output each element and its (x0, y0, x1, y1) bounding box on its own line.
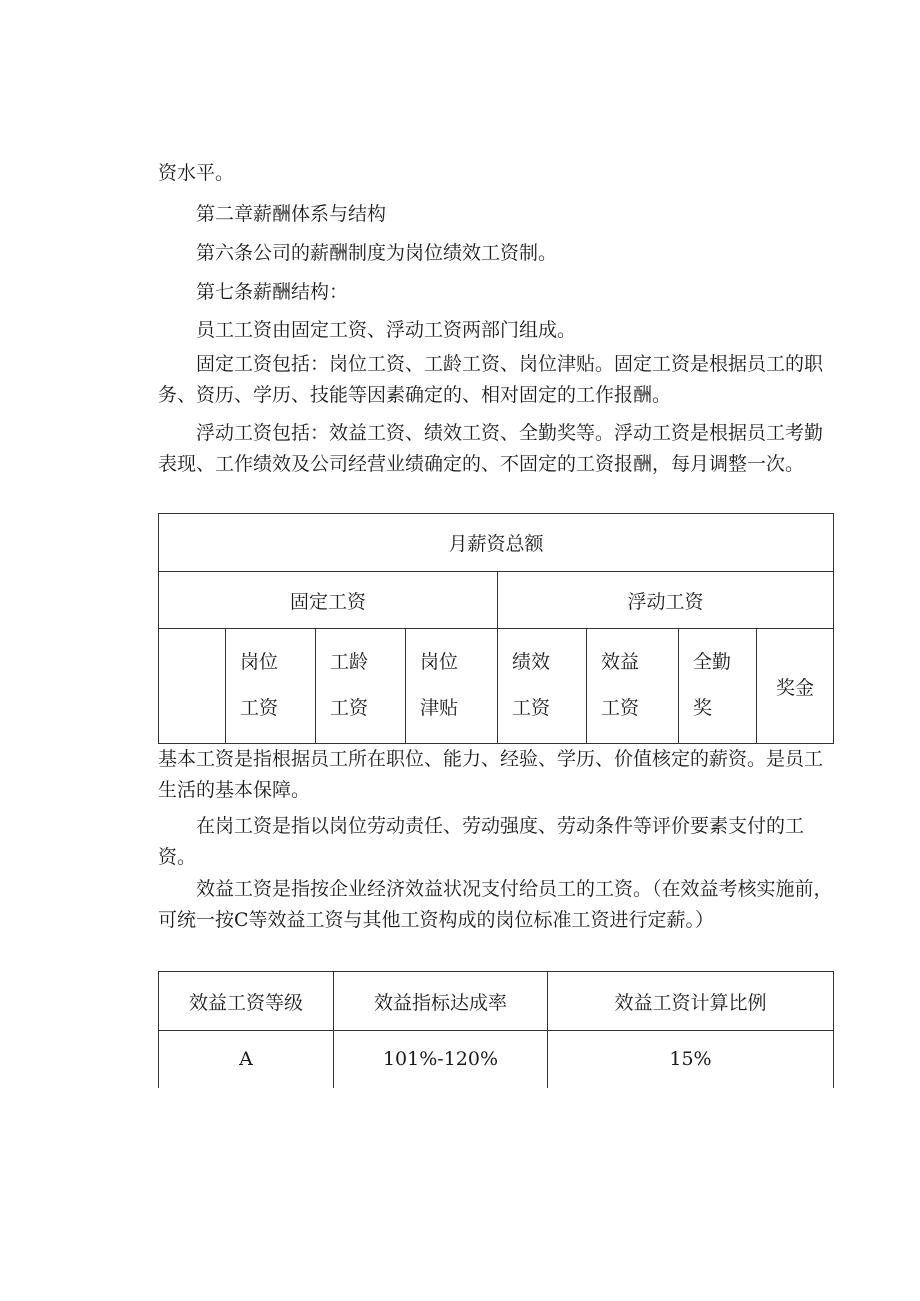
item-cell-post-wage: 岗位 工资 (226, 629, 316, 744)
item-cell-benefit-wage: 效益 工资 (587, 629, 679, 744)
ratio-cell: 15% (548, 1031, 834, 1088)
rate-cell: 101%-120% (334, 1031, 548, 1088)
floating-wage-description: 浮动工资包括：效益工资、绩效工资、全勤奖等。浮动工资是根据员工考勤表现、工作绩效及公司经营业绩确定的、不固定的工资报酬，每月调整一次。 (158, 422, 824, 475)
total-salary-header: 月薪资总额 (159, 514, 834, 572)
post-wage-description: 在岗工资是指以岗位劳动责任、劳动强度、劳动条件等评价要素支付的工资。 (158, 815, 805, 868)
article-6: 第六条公司的薪酬制度为岗位绩效工资制。 (196, 242, 558, 264)
item-cell-post-allowance: 岗位 津贴 (406, 629, 498, 744)
grade-cell: A (159, 1031, 334, 1088)
item-cell-performance-wage: 绩效 工资 (498, 629, 587, 744)
salary-composition: 员工工资由固定工资、浮动工资两部门组成。 (196, 319, 577, 341)
fixed-wage-header: 固定工资 (159, 572, 498, 629)
benefit-wage-table (158, 971, 834, 1088)
article-7: 第七条薪酬结构： (196, 281, 349, 303)
floating-wage-header: 浮动工资 (498, 572, 834, 629)
header-calc-ratio: 效益工资计算比例 (548, 972, 834, 1031)
salary-structure-table (158, 513, 834, 744)
item-cell-attendance-bonus: 全勤 奖 (679, 629, 757, 744)
header-grade: 效益工资等级 (159, 972, 334, 1031)
header-achievement-rate: 效益指标达成率 (334, 972, 548, 1031)
table-row (159, 1031, 834, 1088)
item-cell-seniority-wage: 工龄 工资 (316, 629, 406, 744)
fixed-wage-description: 固定工资包括：岗位工资、工龄工资、岗位津贴。固定工资是根据员工的职务、资历、学历、技能等因素确定的、相对固定的工作报酬。 (158, 353, 824, 406)
chapter-title: 第二章薪酬体系与结构 (196, 203, 387, 225)
paragraph-continuation: 资水平。 (158, 162, 235, 184)
benefit-wage-description: 效益工资是指按企业经济效益状况支付给员工的工资。（在效益考核实施前，可统一按C等效益工资与其他工资构成的岗位标准工资进行定薪。） (158, 878, 833, 931)
item-cell-bonus: 奖金 (757, 629, 834, 744)
empty-cell (159, 629, 226, 744)
basic-wage-description: 基本工资是指根据员工所在职位、能力、经验、学历、价值核定的薪资。是员工生活的基本保障。 (158, 748, 824, 801)
